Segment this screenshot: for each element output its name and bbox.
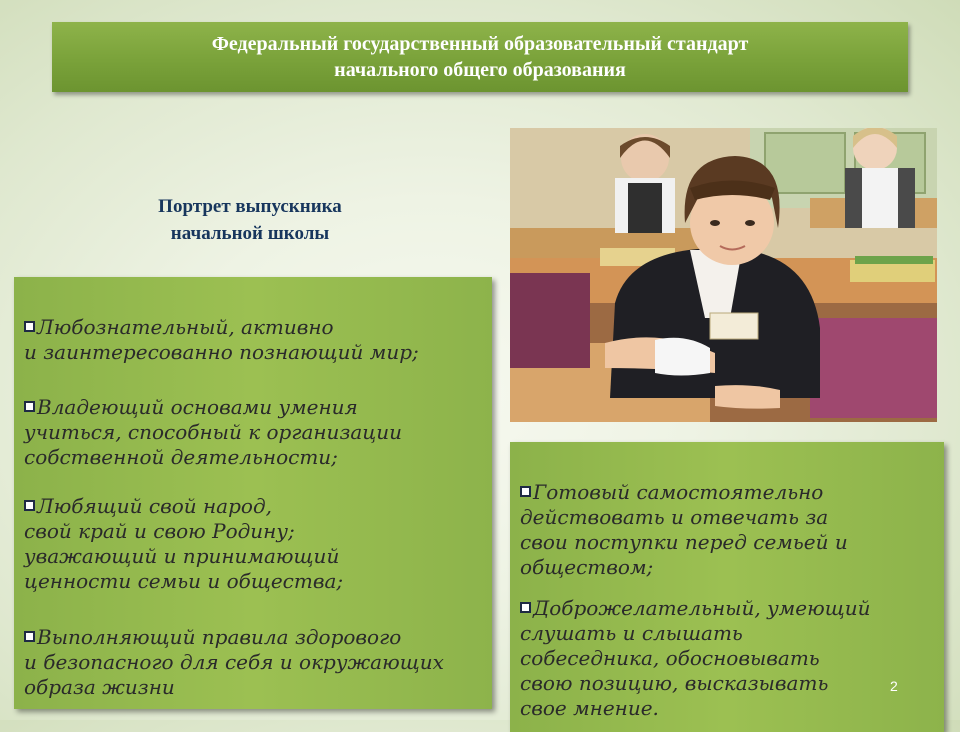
section-subtitle [100, 193, 400, 247]
checkbox-bullet-icon [24, 631, 35, 642]
subtitle-line-2: начальной школы [170, 223, 330, 244]
checkbox-bullet-icon [520, 602, 531, 613]
list-item: Доброжелательный, умеющий слушать и слышать собеседника, обосновывать свою позицию, высказывать свое мнение. [520, 596, 871, 720]
checkbox-bullet-icon [24, 401, 35, 412]
list-item: Владеющий основами умения учиться, способный к организации собственной деятельности; [24, 395, 402, 469]
title-banner [52, 22, 908, 92]
list-item: Готовый самостоятельно действовать и отвечать за свои поступки перед семьей и обществом; [520, 480, 848, 579]
page-number: 2 [890, 678, 898, 694]
list-item: Выполняющий правила здорового и безопасного для себя и окружающих образа жизни [24, 625, 444, 699]
checkbox-bullet-icon [520, 486, 531, 497]
checkbox-bullet-icon [24, 500, 35, 511]
graduate-qualities-panel [14, 277, 492, 709]
classroom-photo [510, 128, 937, 422]
title-line-1: Федеральный государственный образовательный стандарт [211, 33, 749, 55]
checkbox-bullet-icon [24, 321, 35, 332]
graduate-qualities-panel-continued [510, 442, 944, 732]
list-item: Любознательный, активно и заинтересованно познающий мир; [24, 315, 419, 364]
subtitle-line-1: Портрет выпускника [158, 196, 342, 217]
title-line-2: начального общего образования [334, 59, 626, 81]
list-item: Любящий свой народ, свой край и свою Родину; уважающий и принимающий ценности семьи и общества; [24, 494, 344, 593]
